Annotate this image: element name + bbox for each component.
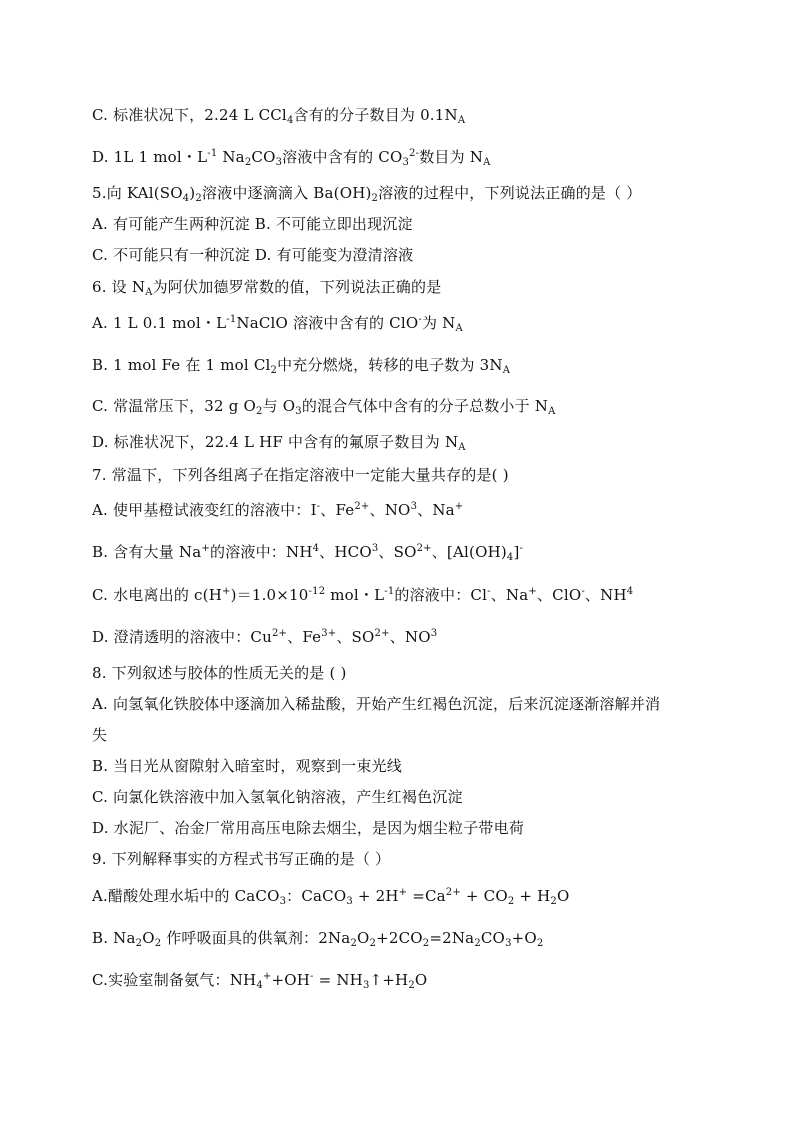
superscript: -12	[308, 586, 326, 597]
subscript: 2	[474, 938, 481, 949]
text-line	[92, 849, 712, 869]
superscript: -	[418, 314, 422, 325]
text-segment: D. 澄清透明的溶液中：Cu	[92, 628, 272, 646]
text-line	[92, 818, 712, 838]
subscript: 2	[536, 938, 544, 949]
text-segment: )＝1.0×10	[230, 586, 309, 604]
text-segment: B. Na	[92, 929, 136, 947]
subscript: A	[145, 287, 153, 298]
superscript: 3+	[321, 628, 337, 639]
subscript: 4	[256, 980, 263, 991]
text-segment: C. 不可能只有一种沉淀 D. 有可能变为澄清溶液	[92, 246, 414, 264]
superscript: -	[310, 971, 314, 982]
text-segment: 的混合气体中含有的分子总数小于 N	[301, 397, 549, 415]
subscript: A	[455, 323, 463, 334]
text-segment: C. 水电离出的 c(H	[92, 586, 222, 604]
subscript: 4	[182, 193, 190, 204]
superscript: +	[262, 971, 272, 982]
text-line	[92, 277, 712, 297]
text-segment: + H	[514, 887, 551, 905]
text-segment: A.醋酸处理水垢中的 CaCO	[92, 887, 280, 905]
text-segment: 、NH	[584, 586, 627, 604]
text-segment: 与 O	[262, 397, 296, 415]
text-segment: =Ca	[407, 887, 446, 905]
text-segment: +OH	[271, 971, 311, 989]
text-segment: A. 向氢氧化铁胶体中逐滴加入稀盐酸，开始产生红褐色沉淀，后来沉淀逐渐溶解并消	[92, 695, 661, 713]
text-segment: 为阿伏加德罗常数的值，下列说法正确的是	[152, 278, 442, 296]
text-segment: =2Na	[429, 929, 475, 947]
text-segment: 的溶液中：Cl	[394, 586, 488, 604]
text-segment: 6. 设 N	[92, 278, 146, 296]
subscript: A	[548, 406, 556, 417]
text-segment: ]	[513, 543, 520, 561]
text-segment: 溶液的过程中，下列说法正确的是（ ）	[378, 184, 642, 202]
text-segment: B. 当日光从窗隙射入暗室时，观察到一束光线	[92, 757, 402, 775]
subscript: 2	[154, 938, 162, 949]
text-line	[92, 725, 712, 745]
subscript: 3	[362, 980, 370, 991]
text-segment: mol・L	[325, 586, 385, 604]
text-segment: O	[556, 887, 570, 905]
superscript: -1	[207, 148, 218, 159]
text-segment: 、Na	[490, 586, 529, 604]
subscript: 3	[402, 157, 410, 168]
text-line	[92, 928, 712, 948]
superscript: +	[221, 586, 231, 597]
text-line	[92, 105, 712, 125]
superscript: +	[201, 543, 210, 554]
text-segment: 作呼吸面具的供氧剂：2Na	[161, 929, 351, 947]
text-segment: 、ClO	[536, 586, 582, 604]
subscript: 2	[270, 365, 278, 376]
text-line	[92, 663, 712, 683]
text-segment: Na	[217, 148, 245, 166]
text-segment: ：CaCO	[286, 887, 347, 905]
superscript: 3	[430, 628, 438, 639]
superscript: 2+	[271, 628, 288, 639]
text-line	[92, 500, 712, 520]
subscript: A	[458, 442, 466, 453]
text-segment: B. 含有大量 Na	[92, 543, 202, 561]
text-segment: ↑+H	[369, 971, 409, 989]
subscript: A	[483, 157, 491, 168]
text-segment: D. 水泥厂、冶金厂常用高压电除去烟尘，是因为烟尘粒子带电荷	[92, 819, 525, 837]
text-segment: 失	[92, 726, 108, 744]
superscript: +	[528, 586, 537, 597]
text-segment: 中充分燃烧，转移的电子数为 3N	[277, 356, 503, 374]
text-segment: C. 常温常压下，32 g O	[92, 397, 257, 415]
text-line	[92, 313, 712, 333]
superscript: 2+	[374, 628, 390, 639]
subscript: 4	[506, 552, 514, 563]
text-segment: 、HCO	[319, 543, 372, 561]
text-line	[92, 432, 712, 452]
subscript: 2	[256, 406, 263, 417]
superscript: -1	[384, 586, 395, 597]
text-segment: 为 N	[421, 314, 456, 332]
text-line	[92, 970, 712, 990]
subscript: 2	[371, 193, 379, 204]
text-segment: CO	[251, 148, 276, 166]
superscript: -	[487, 586, 491, 597]
subscript: A	[502, 365, 511, 376]
text-segment: 、[Al(OH)	[431, 543, 507, 561]
text-line	[92, 694, 712, 714]
text-segment: 、NO	[389, 628, 431, 646]
text-line	[92, 585, 712, 605]
superscript: 3	[410, 501, 418, 512]
text-segment: 、Na	[417, 501, 455, 519]
subscript: 4	[286, 115, 294, 126]
text-segment: +O	[511, 929, 537, 947]
text-segment: D. 标准状况下，22.4 L HF 中含有的氟原子数目为 N	[92, 433, 459, 451]
text-segment: 含有的分子数目为 0.1N	[293, 106, 458, 124]
text-segment: 5.向 KAl(SO	[92, 184, 183, 202]
superscript: -1	[226, 314, 237, 325]
text-segment: 溶液中逐滴滴入 Ba(OH)	[201, 184, 372, 202]
subscript: 3	[505, 938, 512, 949]
text-segment: 、Fe	[287, 628, 322, 646]
subscript: A	[457, 115, 466, 126]
text-line	[92, 465, 712, 485]
text-line	[92, 627, 712, 647]
text-segment: D. 1L 1 mol・L	[92, 148, 208, 166]
text-segment: C. 向氯化铁溶液中加入氢氧化钠溶液，产生红褐色沉淀	[92, 788, 463, 806]
text-segment: +2CO	[376, 929, 423, 947]
superscript: 3	[371, 543, 379, 554]
superscript: +	[398, 887, 408, 898]
text-line	[92, 396, 712, 416]
superscript: 2+	[445, 887, 461, 898]
subscript: 2	[195, 193, 202, 204]
subscript: 2	[422, 938, 430, 949]
superscript: 4	[312, 543, 320, 554]
text-segment: 、Fe	[320, 501, 355, 519]
subscript: 3	[295, 406, 302, 417]
subscript: 2	[550, 896, 557, 907]
text-line	[92, 214, 712, 234]
text-segment: + CO	[460, 887, 508, 905]
text-segment: NaClO 溶液中含有的 ClO	[236, 314, 419, 332]
subscript: 2	[244, 157, 252, 168]
text-line	[92, 183, 712, 203]
text-segment: A. 使甲基橙试液变红的溶液中：I	[92, 501, 317, 519]
text-segment: C.实验室制备氨气：NH	[92, 971, 257, 989]
text-segment: 、SO	[378, 543, 417, 561]
subscript: 3	[275, 157, 283, 168]
subscript: 2	[135, 938, 143, 949]
text-segment: 、SO	[336, 628, 375, 646]
text-line	[92, 756, 712, 776]
text-segment: O	[414, 971, 428, 989]
text-line	[92, 886, 712, 906]
text-line	[92, 787, 712, 807]
text-segment: A. 有可能产生两种沉淀 B. 不可能立即出现沉淀	[92, 215, 413, 233]
text-segment: 、NO	[369, 501, 411, 519]
text-segment: 数目为 N	[419, 148, 484, 166]
superscript: -	[581, 586, 585, 597]
superscript: 2+	[416, 543, 432, 554]
superscript: -	[316, 501, 321, 512]
text-segment: 溶液中含有的 CO	[282, 148, 403, 166]
subscript: 2	[350, 938, 358, 949]
text-segment: CO	[480, 929, 506, 947]
text-line	[92, 355, 712, 375]
superscript: 2-	[409, 148, 420, 159]
text-segment: C. 标准状况下，2.24 L CCl	[92, 106, 287, 124]
text-segment: )	[189, 184, 196, 202]
text-segment: 7. 常温下，下列各组离子在指定溶液中一定能大量共存的是( )	[92, 466, 509, 484]
subscript: 2	[507, 896, 515, 907]
text-segment: B. 1 mol Fe 在 1 mol Cl	[92, 356, 271, 374]
text-line	[92, 147, 712, 167]
subscript: 2	[369, 938, 377, 949]
subscript: 3	[346, 896, 353, 907]
text-segment: O	[357, 929, 370, 947]
text-segment: O	[142, 929, 155, 947]
text-line	[92, 542, 712, 562]
text-segment: 的溶液中：NH	[210, 543, 313, 561]
superscript: +	[454, 501, 464, 512]
subscript: 3	[279, 896, 287, 907]
text-line	[92, 245, 712, 265]
text-segment: A. 1 L 0.1 mol・L	[92, 314, 227, 332]
text-segment: 8. 下列叙述与胶体的性质无关的是 ( )	[92, 664, 347, 682]
text-segment: = NH	[313, 971, 363, 989]
subscript: 2	[408, 980, 415, 991]
superscript: 2+	[354, 501, 370, 512]
superscript: 4	[626, 586, 634, 597]
text-segment: + 2H	[352, 887, 399, 905]
superscript: -	[519, 543, 524, 554]
text-segment: 9. 下列解释事实的方程式书写正确的是（ ）	[92, 850, 391, 868]
